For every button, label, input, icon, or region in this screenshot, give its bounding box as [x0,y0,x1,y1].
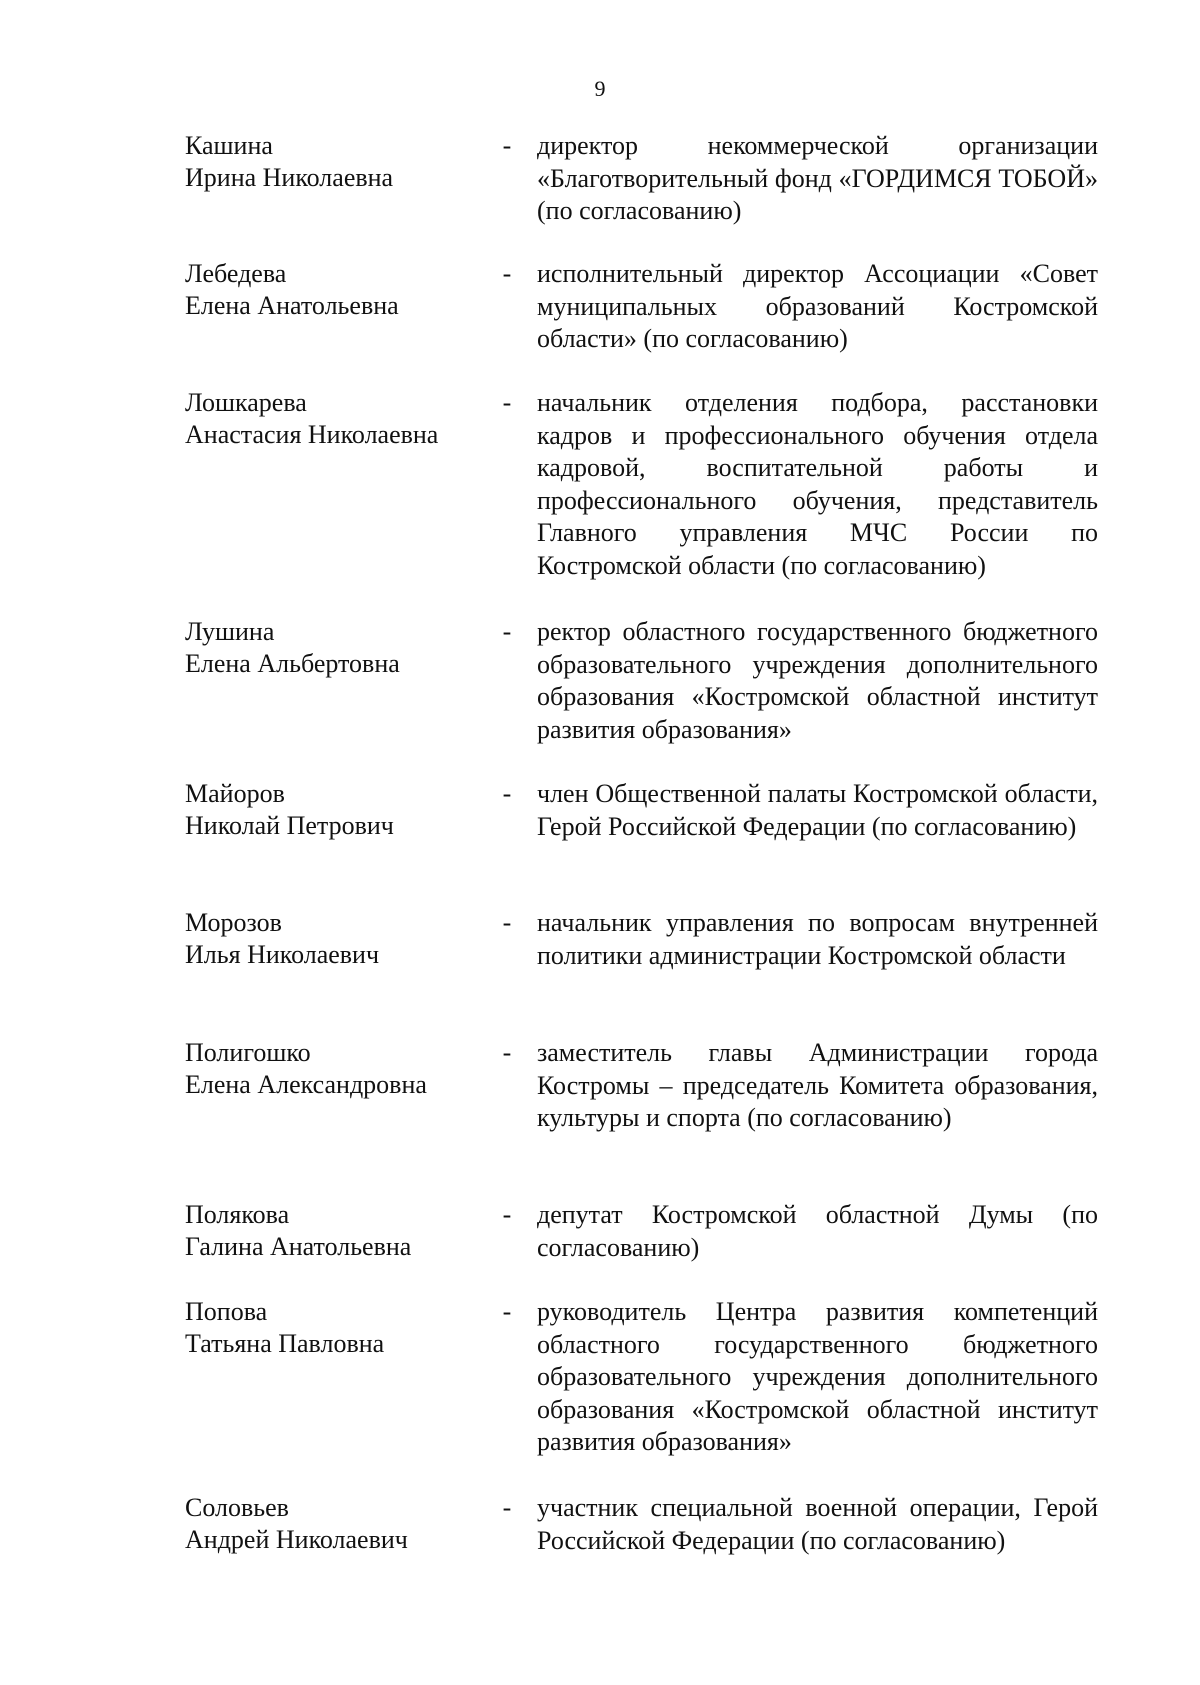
dash-separator: - [502,1493,512,1522]
member-name [185,616,485,680]
member-given-names: Елена Альбертовна [185,649,400,678]
dash-separator: - [502,1297,512,1326]
dash-separator: - [502,259,512,288]
dash-separator: - [502,779,512,808]
member-given-names: Илья Николаевич [185,940,380,969]
member-given-names: Николай Петрович [185,811,394,840]
member-role: директор некоммерческой организации «Благотворительный фонд «ГОРДИМСЯ ТОБОЙ» (по согласованию) [537,131,1098,225]
member-surname: Лебедева [185,259,287,288]
member-role: депутат Костромской областной Думы (по согласованию) [537,1200,1098,1262]
member-role: ректор областного государственного бюджетного образовательного учреждения дополнительного образования «Костромской областной институт развития образования» [537,617,1098,744]
member-role: исполнительный директор Ассоциации «Совет муниципальных образований Костромской области» (по согласованию) [537,259,1098,353]
member-name [185,1492,485,1556]
member-surname: Попова [185,1297,268,1326]
member-surname: Лошкарева [185,388,307,417]
member-role: руководитель Центра развития компетенций областного государственного бюджетного образовательного учреждения дополнительного образования «Костромской областной институт развития образования» [537,1297,1098,1456]
dash-separator: - [502,1038,512,1067]
member-given-names: Галина Анатольевна [185,1232,412,1261]
member-surname: Майоров [185,779,285,808]
dash-separator: - [502,388,512,417]
member-surname: Полигошко [185,1038,311,1067]
member-role: начальник отделения подбора, расстановки кадров и профессионального обучения отдела кадровой, воспитательной работы и профессионального обучения, представитель Главного управления МЧС России по Костромской области (по согласованию) [537,388,1098,580]
member-surname: Полякова [185,1200,290,1229]
member-name [185,907,485,971]
member-given-names: Андрей Николаевич [185,1525,408,1554]
dash-separator: - [502,617,512,646]
member-name [185,1199,485,1263]
member-given-names: Елена Александровна [185,1070,427,1099]
member-surname: Лушина [185,617,275,646]
member-role: начальник управления по вопросам внутренней политики администрации Костромской области [537,908,1098,970]
member-role: участник специальной военной операции, Герой Российской Федерации (по согласованию) [537,1493,1098,1555]
member-name [185,778,485,842]
member-surname: Соловьев [185,1493,289,1522]
member-name [185,130,485,194]
member-name [185,1037,485,1101]
member-given-names: Елена Анатольевна [185,291,399,320]
member-given-names: Анастасия Николаевна [185,420,439,449]
member-given-names: Ирина Николаевна [185,163,394,192]
member-surname: Морозов [185,908,282,937]
dash-separator: - [502,131,512,160]
member-role: заместитель главы Администрации города Костромы – председатель Комитета образования, культуры и спорта (по согласованию) [537,1038,1098,1132]
member-name [185,387,485,451]
page-number: 9 [594,76,606,101]
member-name [185,1296,485,1360]
member-name [185,258,485,322]
member-given-names: Татьяна Павловна [185,1329,385,1358]
member-role: член Общественной палаты Костромской области, Герой Российской Федерации (по согласованию) [537,779,1098,841]
dash-separator: - [502,908,512,937]
dash-separator: - [502,1200,512,1229]
member-surname: Кашина [185,131,273,160]
